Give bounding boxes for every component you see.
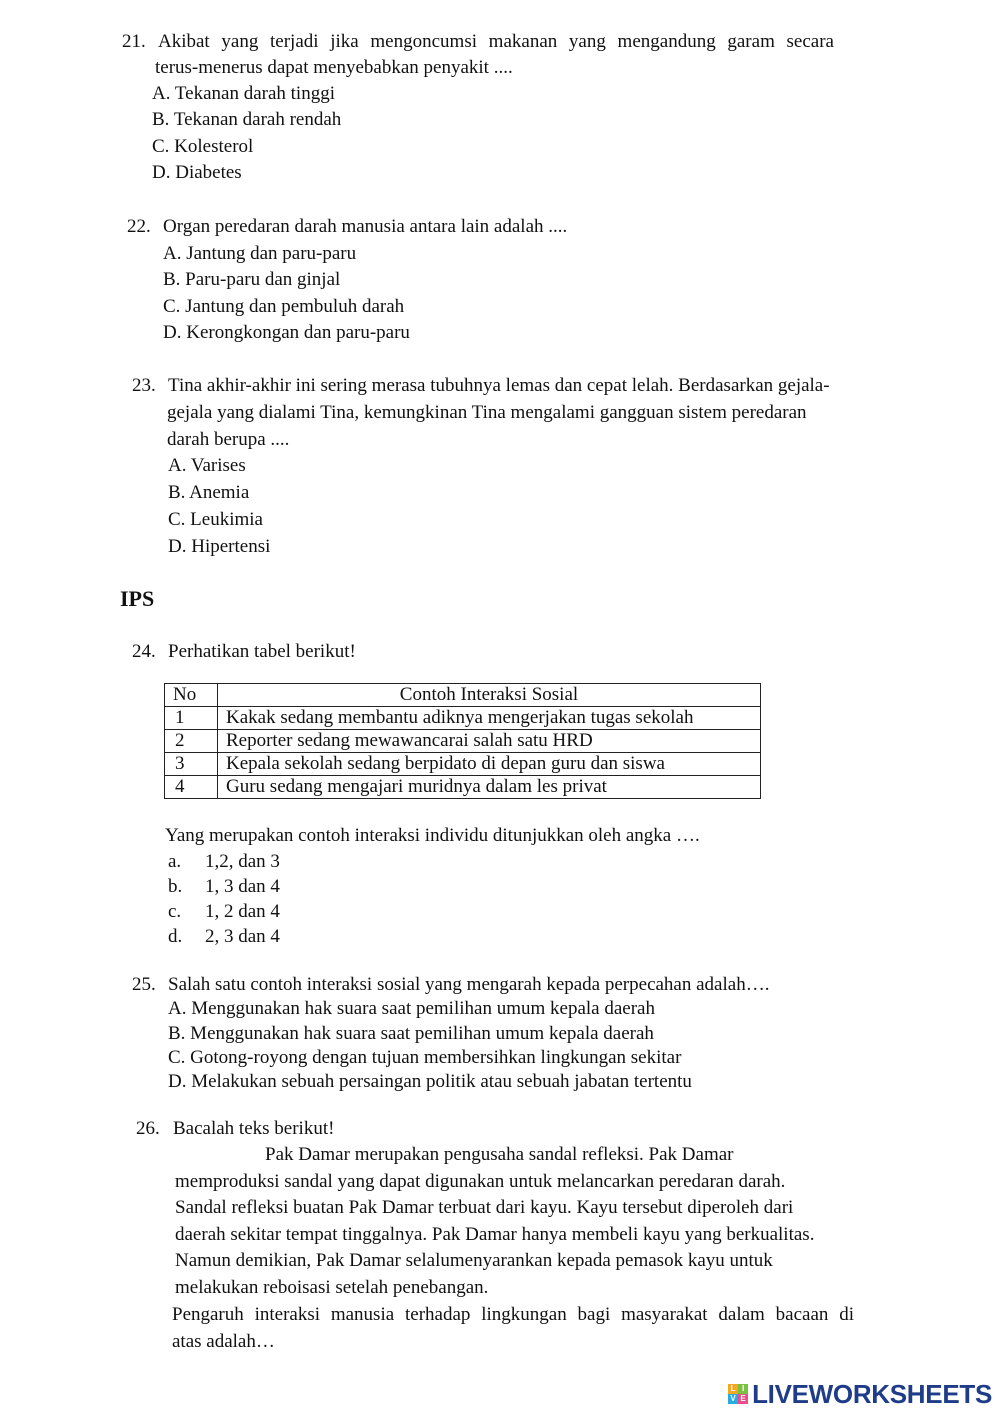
question-stem: Akibat yang terjadi jika mengoncumsi makanan yang mengandung garam secara	[158, 31, 834, 52]
option-text: 1,2, dan 3	[205, 851, 280, 872]
social-interaction-table	[164, 683, 761, 799]
option-letter: a.	[168, 851, 182, 872]
question-text: Yang merupakan contoh interaksi individu ditunjukkan oleh angka ….	[165, 825, 700, 846]
section-heading: IPS	[120, 586, 155, 611]
logo-tile: V	[728, 1394, 738, 1404]
passage-line: melakukan reboisasi setelah penebangan.	[175, 1277, 489, 1298]
answer-option[interactable]: A. Tekanan darah tinggi	[152, 83, 335, 104]
table-cell-no: 3	[165, 753, 218, 776]
question-stem: Salah satu contoh interaksi sosial yang mengarah kepada perpecahan adalah….	[168, 974, 770, 995]
question-number: 21.	[122, 31, 146, 52]
passage-line: daerah sekitar tempat tinggalnya. Pak Damar hanya membeli kayu yang berkualitas.	[175, 1224, 815, 1245]
liveworksheets-logo	[728, 1376, 992, 1412]
table-cell-no: 1	[165, 707, 218, 730]
passage-line: Sandal refleksi buatan Pak Damar terbuat dari kayu. Kayu tersebut diperoleh dari	[175, 1197, 794, 1218]
table-row	[165, 776, 761, 799]
table-row	[165, 730, 761, 753]
answer-option[interactable]: B. Anemia	[168, 482, 250, 503]
answer-option[interactable]: C. Jantung dan pembuluh darah	[163, 296, 405, 317]
table-cell-example: Guru sedang mengajari muridnya dalam les privat	[218, 776, 761, 799]
answer-option[interactable]: B. Menggunakan hak suara saat pemilihan umum kepala daerah	[168, 1023, 654, 1044]
answer-option[interactable]: D. Hipertensi	[168, 536, 271, 557]
answer-option[interactable]: B. Tekanan darah rendah	[152, 109, 342, 130]
question-number: 23.	[132, 375, 156, 396]
passage-line: Pak Damar merupakan pengusaha sandal refleksi. Pak Damar	[265, 1144, 734, 1165]
option-letter: b.	[168, 876, 183, 897]
answer-option[interactable]: B. Paru-paru dan ginjal	[163, 269, 341, 290]
table-cell-example: Reporter sedang mewawancarai salah satu HRD	[218, 730, 761, 753]
logo-mark-icon	[728, 1384, 748, 1404]
table-cell-example: Kepala sekolah sedang berpidato di depan guru dan siswa	[218, 753, 761, 776]
option-text: 2, 3 dan 4	[205, 926, 280, 947]
passage-line: memproduksi sandal yang dapat digunakan untuk melancarkan peredaran darah.	[175, 1171, 786, 1192]
table-header-row	[165, 684, 761, 707]
table-cell-no: 2	[165, 730, 218, 753]
column-header-example: Contoh Interaksi Sosial	[218, 684, 761, 707]
column-header-no: No	[165, 684, 218, 707]
question-number: 24.	[132, 641, 156, 662]
answer-option[interactable]: D. Kerongkongan dan paru-paru	[163, 322, 410, 343]
question-stem: Tina akhir-akhir ini sering merasa tubuhnya lemas dan cepat lelah. Berdasarkan gejala-	[168, 375, 830, 396]
logo-tile: E	[738, 1394, 748, 1404]
logo-tile: I	[738, 1384, 748, 1394]
question-number: 22.	[127, 216, 151, 237]
logo-tile: L	[728, 1384, 738, 1394]
question-stem: gejala yang dialami Tina, kemungkinan Tina mengalami gangguan sistem peredaran	[167, 402, 807, 423]
table-row	[165, 707, 761, 730]
answer-option[interactable]: D. Diabetes	[152, 162, 242, 183]
question-stem: Bacalah teks berikut!	[173, 1118, 335, 1139]
question-number: 25.	[132, 974, 156, 995]
option-text: 1, 2 dan 4	[205, 901, 280, 922]
passage-line: Namun demikian, Pak Damar selalumenyarankan kepada pemasok kayu untuk	[175, 1250, 773, 1271]
option-letter: d.	[168, 926, 183, 947]
question-stem: Organ peredaran darah manusia antara lain adalah ....	[163, 216, 568, 237]
question-number: 26.	[136, 1118, 160, 1139]
question-text: atas adalah…	[172, 1331, 275, 1352]
answer-option[interactable]: A. Jantung dan paru-paru	[163, 243, 357, 264]
table-row	[165, 753, 761, 776]
option-letter: c.	[168, 901, 182, 922]
question-stem: Perhatikan tabel berikut!	[168, 641, 356, 662]
table-cell-example: Kakak sedang membantu adiknya mengerjakan tugas sekolah	[218, 707, 761, 730]
answer-option[interactable]: A. Varises	[168, 455, 246, 476]
answer-option[interactable]: C. Leukimia	[168, 509, 263, 530]
logo-text: LIVEWORKSHEETS	[752, 1378, 992, 1409]
answer-option[interactable]: C. Kolesterol	[152, 136, 254, 157]
question-text: Pengaruh interaksi manusia terhadap lingkungan bagi masyarakat dalam bacaan di	[172, 1304, 854, 1325]
table-cell-no: 4	[165, 776, 218, 799]
answer-option[interactable]: D. Melakukan sebuah persaingan politik atau sebuah jabatan tertentu	[168, 1071, 692, 1092]
option-text: 1, 3 dan 4	[205, 876, 280, 897]
answer-option[interactable]: C. Gotong-royong dengan tujuan membersihkan lingkungan sekitar	[168, 1047, 682, 1068]
answer-option[interactable]: A. Menggunakan hak suara saat pemilihan umum kepala daerah	[168, 998, 655, 1019]
question-stem: terus-menerus dapat menyebabkan penyakit ....	[155, 57, 513, 78]
question-stem: darah berupa ....	[167, 429, 290, 450]
